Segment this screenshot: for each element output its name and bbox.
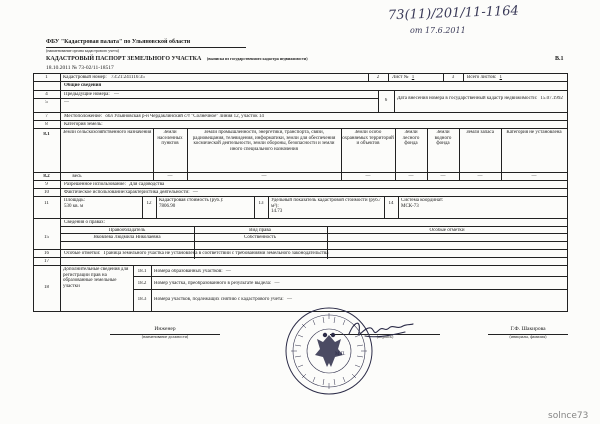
- specific-cost-value: 14.73: [271, 209, 283, 215]
- registration-date-value: 15.07.1992: [540, 96, 563, 101]
- category-col-settlements: Земли населенных пунктов: [157, 130, 183, 147]
- row18-number: 18: [44, 285, 49, 290]
- registration-date-label: Дата внесения номера в государственный кадастр недвижимости:: [397, 96, 538, 101]
- category-value-agricultural: весь: [72, 174, 82, 179]
- cadastral-cost-field: [159, 198, 251, 209]
- category-col-forest: Земли лесного фонда: [402, 130, 420, 147]
- special-marks-label: Особые отметки:: [64, 250, 101, 256]
- row5-value: —: [64, 99, 69, 105]
- special-marks-value: Граница земельного участка не установлена в соответствии с требованиями земельного законодательства: [103, 250, 329, 256]
- location-label: Местоположение:: [64, 113, 103, 119]
- previous-numbers-field: [64, 92, 364, 98]
- row18-3-number: 18.3: [137, 297, 147, 302]
- location-field: [64, 114, 564, 120]
- signer-role-caption: (наименование должности): [141, 334, 189, 339]
- coordinate-system-label: Система координат:: [401, 198, 444, 203]
- signer-name-caption: (инициалы, фамилия): [509, 334, 547, 339]
- category-value-protected: —: [365, 174, 371, 179]
- registration-date-field: [397, 96, 565, 102]
- signer-role: Инженер: [154, 326, 176, 332]
- permitted-use-value: Для садоводства: [129, 181, 165, 187]
- transformed-plot-label: Номер участка, преобразованного в результате выдела:: [154, 280, 272, 286]
- cell-divider: [156, 196, 157, 218]
- doc-title-line: [46, 57, 308, 63]
- row6-number: 6: [384, 98, 388, 103]
- form-code: В.1: [555, 56, 564, 62]
- row2-number: 2: [376, 75, 380, 80]
- permitted-use-field: [64, 182, 464, 188]
- number-column-divider: [60, 73, 61, 312]
- formed-plots-value: —: [225, 268, 231, 274]
- category-value-settlements: —: [167, 174, 173, 179]
- row1-number: 1: [45, 75, 48, 80]
- actual-use-value: —: [192, 189, 198, 195]
- row-divider: [33, 196, 568, 197]
- row17-number: 17: [44, 259, 49, 264]
- row3-number: 3: [451, 75, 455, 80]
- total-sheets-field: [467, 75, 565, 81]
- coordinate-system-field: [401, 198, 561, 209]
- total-sheets-value: 1: [499, 75, 503, 80]
- rights-col-marks: Особые отметки: [429, 227, 465, 233]
- total-sheets-label: Всего листов:: [467, 75, 497, 80]
- cell-divider: [268, 196, 269, 218]
- transformed-plot-value: —: [274, 280, 280, 286]
- formed-plots-field: [154, 269, 554, 275]
- date-and-number: 18.10.2011 № 73-02/11-18517: [46, 65, 114, 71]
- land-category-label: Категория земель:: [64, 121, 103, 127]
- handwritten-date-note: от 17.6.2011: [410, 26, 466, 35]
- sheet-number-value: 1: [411, 75, 415, 80]
- handwritten-signature-icon: [345, 316, 415, 344]
- category-value-water: —: [440, 174, 446, 179]
- row10-number: 10: [44, 190, 49, 195]
- general-section-heading: Общие сведения: [64, 83, 102, 88]
- row9-number: 9: [45, 182, 48, 187]
- formed-plots-label: Номера образованных участков:: [154, 268, 223, 274]
- category-col-reserve: Земли запаса: [466, 130, 494, 135]
- cell-divider: [463, 73, 464, 81]
- row16-number: 16: [44, 251, 49, 256]
- area-label: Площадь:: [64, 198, 85, 203]
- row-divider: [33, 81, 568, 82]
- row-divider: [33, 128, 568, 129]
- row-divider: [33, 249, 568, 250]
- row11-number: 11: [44, 201, 49, 206]
- doc-title: КАДАСТРОВЫЙ ПАСПОРТ ЗЕМЕЛЬНОГО УЧАСТКА: [46, 56, 202, 62]
- deregistered-plots-label: Номера участков, подлежащих снятию с кадастрового учета:: [154, 296, 284, 302]
- row-divider: [60, 241, 568, 242]
- row-divider: [33, 120, 568, 121]
- cadastral-cost-value: 7806.90: [159, 203, 176, 209]
- permitted-use-label: Разрешенное использование:: [64, 181, 126, 187]
- row-divider: [33, 172, 568, 173]
- rights-holder-name: Яковлева Людмила Николаевна: [93, 234, 161, 240]
- handwritten-registration-note: 73(11)/201/11-1164: [387, 3, 520, 24]
- row12-number: 12: [146, 201, 152, 206]
- rights-type-value: Собственность: [244, 234, 276, 240]
- category-value-forest: —: [408, 174, 414, 179]
- row-divider: [133, 289, 568, 290]
- rights-col-holder: Правообладатель: [108, 227, 146, 233]
- cell-divider: [394, 90, 395, 112]
- signer-name: Г.Ф. Шакирова: [510, 326, 546, 332]
- row18-1-number: 18.1: [137, 269, 147, 274]
- row8-number: 8: [45, 122, 48, 127]
- cell-divider: [398, 196, 399, 218]
- cadastral-number-field: [63, 75, 363, 81]
- sheet-number-label: Лист №: [392, 75, 409, 80]
- category-col-agricultural: Земли сельскохозяйственного назначения: [62, 130, 152, 135]
- rights-label: Сведения о правах:: [64, 219, 106, 225]
- category-col-industry: Земли промышленности, энергетики, транспорта, связи, радиовещания, телевидения, информатики, земли для обеспечения космической деятельности, земли обороны, безопасности и земли иного специального назначения: [192, 130, 336, 152]
- location-value: обл Ульяновская р-н Чердаклинский с/т "Солнечное" линия 12, участок 14: [105, 113, 264, 119]
- row15-number: 15: [44, 235, 49, 240]
- row-divider: [33, 188, 568, 189]
- previous-numbers-value: —: [114, 91, 120, 97]
- actual-use-field: [64, 190, 464, 196]
- special-marks-field: [64, 251, 564, 257]
- coordinate-system-value: МСК-73: [401, 203, 419, 209]
- row8-2-number: 8.2: [43, 174, 50, 179]
- doc-title-note: (выписка из государственного кадастра недвижимости): [206, 56, 308, 61]
- specific-cost-field: [271, 198, 383, 215]
- cadastral-number-value: 73:21:241116:35: [110, 75, 145, 80]
- org-subtitle: (наименование органа кадастрового учета): [46, 47, 119, 53]
- row4-number: 4: [45, 92, 48, 97]
- specific-cost-label: Удельный показатель кадастровой стоимости (руб./м²):: [271, 198, 381, 209]
- deregistered-plots-field: [154, 297, 554, 303]
- signature-caption: (подпись): [376, 334, 394, 339]
- sheet-number-field: [392, 75, 442, 81]
- category-col-water: Земли водного фонда: [434, 130, 452, 147]
- additional-info-label: Дополнительные сведения для регистрации прав на образованные земельные участки: [63, 267, 129, 289]
- area-field: [64, 198, 139, 209]
- category-col-unassigned: Категория не установлена: [506, 130, 562, 135]
- cell-divider: [388, 73, 389, 81]
- row-divider: [133, 276, 568, 277]
- deregistered-plots-value: —: [286, 296, 292, 302]
- row-divider: [33, 112, 568, 113]
- org-title: ФБУ "Кадастровая палата" по Ульяновской области: [46, 39, 191, 45]
- row14-number: 14: [388, 201, 394, 206]
- row13-number: 13: [258, 201, 264, 206]
- row-divider: [33, 257, 568, 258]
- cadastral-cost-label: Кадастровая стоимость (руб.):: [159, 198, 224, 203]
- rights-col-type: Вид права: [249, 227, 271, 233]
- row18-2-number: 18.2: [137, 281, 147, 286]
- category-col-protected: Земли особо охраняемых территорий и объектов: [342, 130, 394, 147]
- cadastral-number-label: Кадастровый номер:: [63, 75, 107, 80]
- row8-1-number: 8.1: [43, 132, 50, 137]
- area-value: 530 кв. м: [64, 203, 84, 209]
- row-divider: [33, 218, 568, 219]
- seal-mark: М.П.: [335, 352, 346, 357]
- transformed-plot-field: [154, 281, 554, 287]
- row-divider: [60, 226, 568, 227]
- category-value-unassigned: —: [531, 174, 537, 179]
- actual-use-label: Фактическое использование/характеристика деятельности:: [64, 189, 190, 195]
- category-value-reserve: —: [477, 174, 483, 179]
- row-divider: [33, 90, 568, 91]
- watermark: solnce73: [548, 411, 589, 421]
- previous-numbers-label: Предыдущие номера:: [64, 91, 110, 97]
- row7-number: 7: [45, 114, 48, 119]
- row-divider: [33, 180, 568, 181]
- row5-number: 5: [45, 100, 48, 105]
- row-divider: [33, 98, 378, 99]
- category-value-industry: —: [261, 174, 267, 179]
- row-divider: [33, 265, 568, 266]
